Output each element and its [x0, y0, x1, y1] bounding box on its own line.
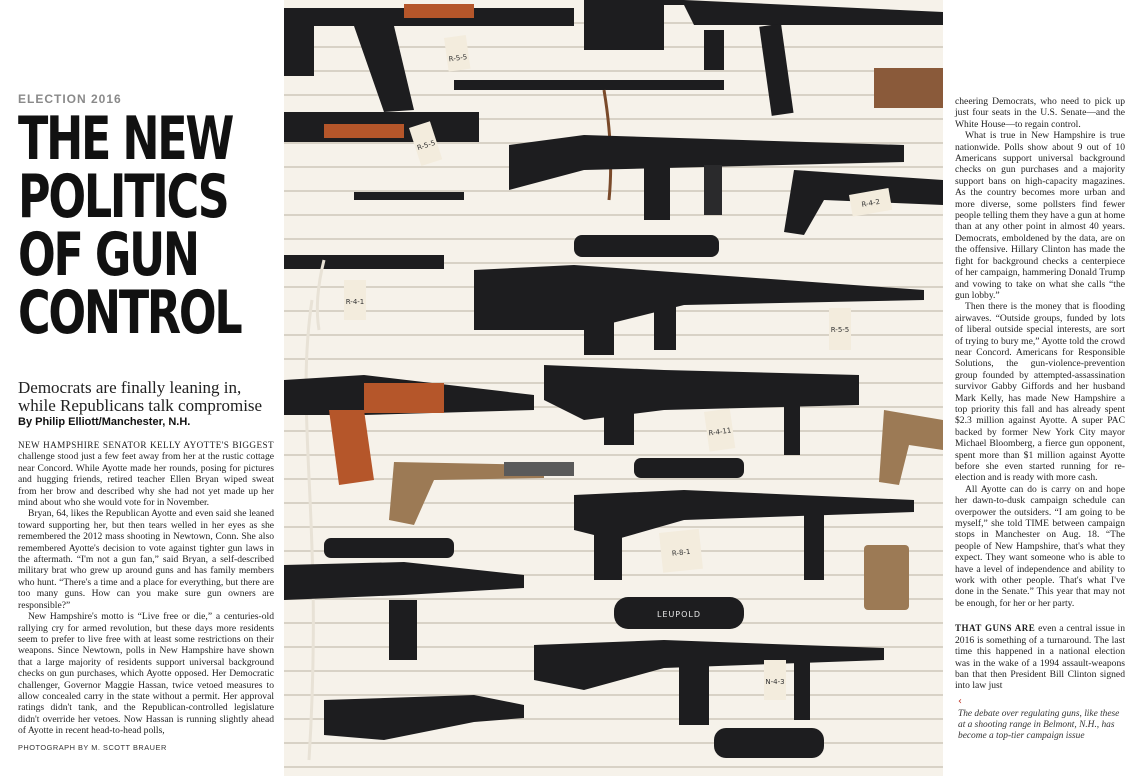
headline: [18, 104, 277, 348]
rifle-bottom-left: [324, 695, 524, 740]
gun-wall-photo: [284, 0, 943, 776]
caption-arrow-icon: ‹: [958, 696, 962, 707]
tag-label: N-4-3: [765, 678, 785, 686]
tag-label: R-5-5: [830, 326, 850, 334]
tag-label: R-5-5: [416, 138, 437, 153]
body-paragraph: New Hampshire's motto is “Live free or die,” a centuries-old rallying cry for armed revolution, but these days more residents seem to prefer to live free with at least some restrictions on their weapons. Since Newtown, polls in New Hampshire have shown that a large majority of residents support universal background checks on gun purchases, which Ayotte opposed. Her Democratic challenger, Governor Maggie Hassan, twice vetoed measures to allow concealed carry in the state without a permit. Her approval ratings didn't tank, and the Republican-controlled legislature didn't override her vetoes. Now Hassan is running slightly ahead of Ayotte in recent head-to-head polls,: [18, 611, 274, 737]
rifle-left-scoped: [284, 538, 524, 660]
article-body-left: [18, 440, 274, 737]
paragraph-text: even a central issue in 2016 is something of a turnaround. The last time this happened in a national election was in the wake of a 1994 assault-weapons ban that then President Bill Clinton signed into law just: [955, 623, 1126, 692]
lead-in-caps: NEW HAMPSHIRE SENATOR KELLY AYOTTE'S BIGGEST: [18, 440, 274, 450]
headline-line: CONTROL: [18, 278, 241, 348]
tag-label: R-4-2: [860, 197, 881, 209]
section-lead-in: THAT GUNS ARE: [955, 623, 1036, 634]
section-label: ELECTION 2016: [18, 92, 122, 106]
body-paragraph: Bryan, 64, likes the Republican Ayotte and even said she leaned toward supporting her, but then tears welled in her eyes as she remembered the 2012 mass shooting in Newtown, Conn. She also remembered Ayotte's decision to vote against tighter gun laws in the aftermath. “I'm not a gun fan,” said Bryan, a self-described military brat who grew up around guns and has family members who hunt. “There's a time and a place for everything, but there are too many guns. How can you make sure gun owners are responsible?”: [18, 508, 274, 611]
rifle-ar15-scoped: [474, 235, 924, 355]
body-paragraph: What is true in New Hampshire is true nationwide. Polls show about 9 out of 10 Americans support universal background checks on gun purchases and a majority support bans on high-capacity magazines. As the country becomes more urban and more diverse, some pollsters find fewer people telling them they have a gun at home than at any other point in almost 40 years. Democrats, emboldened by the data, are on the offensive. Hillary Clinton has made the fight for background checks a centerpiece of her campaign, hammering Donald Trump and vowing to take on what she calls “the gun lobby.”: [955, 130, 1125, 301]
tag-label: R-4-11: [707, 426, 732, 438]
tan-pouch: [864, 545, 909, 610]
body-paragraph: [18, 440, 274, 508]
article-right-column: [955, 96, 1125, 692]
rifle-ar-silencer: [544, 365, 859, 455]
pistol-tan: [879, 410, 943, 485]
headline-line: THE NEW: [18, 104, 233, 174]
rifle-scope-mid: [574, 458, 914, 580]
holster: [874, 68, 943, 108]
tag-label: R-4-1: [345, 298, 365, 306]
scope-brand-label: LEUPOLD: [656, 610, 702, 619]
body-paragraph: Then there is the money that is flooding airwaves. “Outside groups, funded by lots of liberal outside special interests, are sort of trying to bury me,” Ayotte told the crowd near Concord. Americans for Responsible Solutions, the gun-violence-prevention group founded by attempted-assassination survivor Gabby Giffords and her husband Mark Kelly, has made New Hampshire a top priority this fall and has already spent $2.3 million against Ayotte. A super PAC backed by former New York City mayor Michael Bloomberg, a fierce gun opponent, spent more than $1 million against Ayotte before she even started running for re-election and is ready with more cash.: [955, 301, 1125, 484]
headline-line: POLITICS: [18, 162, 228, 232]
tag-label: R-8-1: [671, 547, 691, 558]
paragraph-text: challenge stood just a few feet away from her at the rustic cottage near Concord. While Ayotte made her rounds, posing for pictures and hugging friends, retired teacher Ellen Bryan wiped sweat from her brow and described why she had not yet made up her mind about who she would vote for in November.: [18, 451, 274, 509]
deck: Democrats are finally leaning in, while Republicans talk compromise: [18, 378, 263, 415]
rifle-leupold: [534, 597, 884, 725]
article-left-column: [18, 92, 274, 737]
headline-line: OF GUN: [18, 220, 198, 290]
photo-credit: PHOTOGRAPH BY M. SCOTT BRAUER: [18, 743, 167, 752]
byline: By Philip Elliott/Manchester, N.H.: [18, 416, 191, 428]
body-paragraph: [955, 623, 1125, 691]
photo-caption: The debate over regulating guns, like these at a shooting range in Belmont, N.H., has become a top-tier campaign issue: [958, 709, 1120, 741]
rifle-ak-top: [284, 4, 574, 112]
scope-bottom: [714, 728, 824, 758]
shotgun-barrel: [454, 80, 724, 90]
price-tags: [344, 35, 892, 700]
gun-wall-illustration: [284, 0, 943, 776]
body-paragraph: All Ayotte can do is carry on and hope her dawn-to-dusk campaign schedule can overpower the outsiders. “I am going to be myself,” she told TIME between campaign stops in Manchester on Aug. 18. “The people of New Hampshire, that's what they expect. They want someone who is able to have a level of independence and ability to work with other people. That's what I've done in the Senate.” This year that may not be enough, for her or her party.: [955, 483, 1125, 609]
body-paragraph: cheering Democrats, who need to pick up just four seats in the U.S. Senate—and the White House—to regain control.: [955, 96, 1125, 130]
tag-label: R-5-5: [448, 53, 468, 64]
